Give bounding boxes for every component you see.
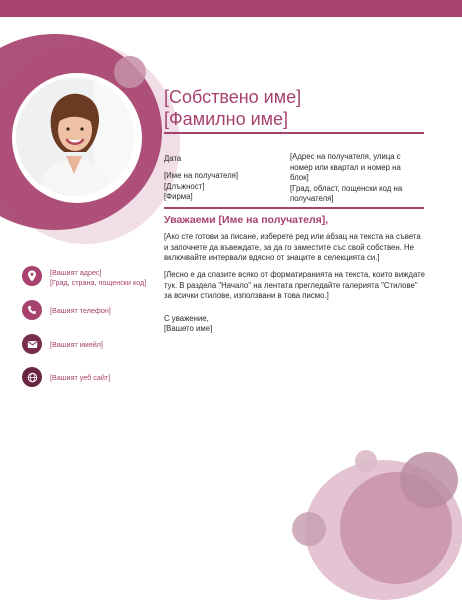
- contact-address[interactable]: [50, 268, 146, 288]
- first-name[interactable]: [Собствено име]: [164, 87, 302, 107]
- recipient-name[interactable]: [Име на получателя]: [164, 171, 239, 180]
- top-accent-bar: [0, 0, 462, 17]
- date[interactable]: Дата: [164, 154, 182, 163]
- recipient-company[interactable]: [Фирма]: [164, 192, 193, 201]
- email-icon: [22, 334, 42, 354]
- greeting[interactable]: Уважаеми [Име на получателя],: [164, 214, 329, 226]
- location-pin-icon: [22, 266, 42, 286]
- divider: [164, 132, 424, 134]
- last-name[interactable]: [Фамилно име]: [164, 109, 289, 129]
- body-paragraph[interactable]: [Лесно е да спазите всяко от форматиранията на текста, които виждате тук. В раздела "Начало" на лентата прегледайте галерията "Стилове" за всички стилове, използвани в това писмо.]: [164, 270, 425, 300]
- body-paragraph[interactable]: [Ако сте готови за писане, изберете ред или абзац на текста на съвета и започнете да въвеждате, за да го заместите със свой собствен. Не включвайте интервали вдясно от знаците в селекцията си.]: [164, 232, 421, 262]
- divider: [164, 207, 424, 209]
- decorative-circle: [355, 450, 377, 472]
- person-photo-illustration: [16, 78, 134, 196]
- contact-city-line[interactable]: [Град, страна, пощенски код]: [50, 278, 147, 287]
- full-name[interactable]: [164, 86, 424, 130]
- recipient-title[interactable]: [Длъжност]: [164, 181, 205, 191]
- website-icon: [22, 367, 42, 387]
- recipient-address[interactable]: [Адрес на получателя, улица с номер или квартал и номер на блок]: [290, 152, 401, 182]
- contact-email[interactable]: [Вашият имейл]: [50, 340, 103, 349]
- contact-address-line[interactable]: [Вашият адрес]: [50, 268, 102, 277]
- phone-icon: [22, 300, 42, 320]
- closing[interactable]: С уважение,: [164, 314, 209, 323]
- signature[interactable]: [Вашето име]: [164, 324, 213, 333]
- recipient-block: [164, 171, 284, 203]
- decorative-circle: [400, 452, 458, 508]
- profile-photo[interactable]: [16, 78, 134, 196]
- contact-phone[interactable]: [Вашият телефон]: [50, 306, 111, 315]
- recipient-address-block: [290, 152, 415, 205]
- decorative-circle: [114, 56, 146, 88]
- decorative-circle: [292, 512, 326, 546]
- contact-website[interactable]: [Вашият уеб сайт]: [50, 373, 111, 382]
- recipient-city[interactable]: [Град, област, пощенски код на получателя]: [290, 183, 403, 203]
